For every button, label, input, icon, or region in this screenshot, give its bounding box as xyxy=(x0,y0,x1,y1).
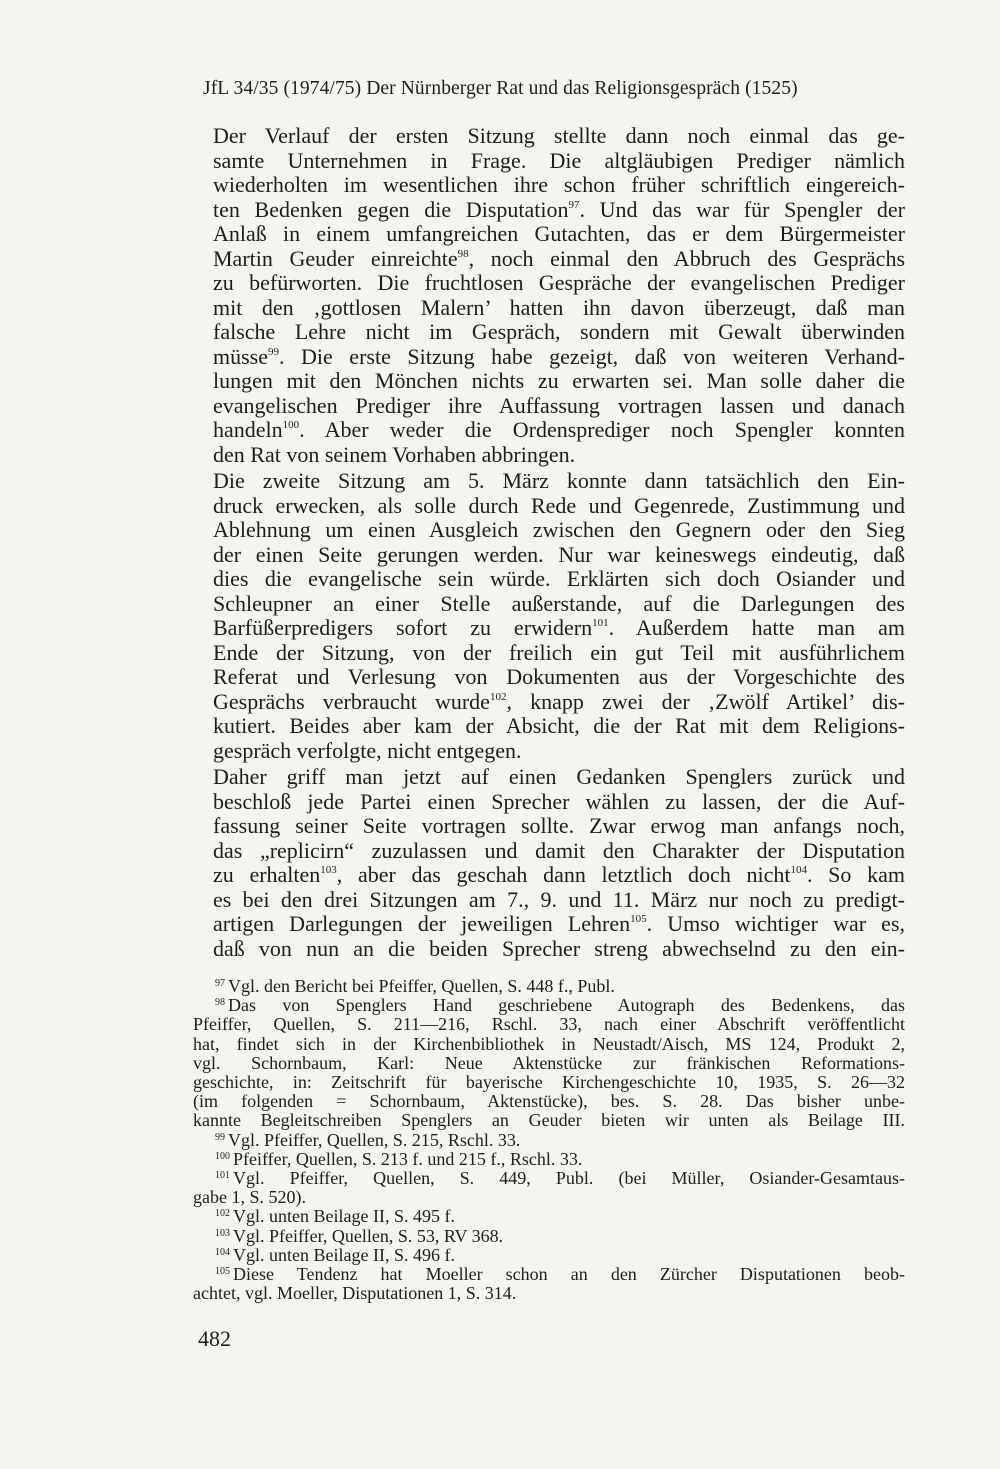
text-line: müsse$^{99}$. Die erste Sitzung habe gezeigt, daß von weiteren Verhand- xyxy=(213,343,905,369)
footnote-number: 100 xyxy=(215,1150,230,1162)
footnote-ref[interactable]: 98 xyxy=(457,247,469,260)
footnote-line: gabe 1, S. 520). xyxy=(193,1187,306,1208)
footnote-line: hat, findet sich in der Kirchenbibliothek in Neustadt/Aisch, MS 124, Produkt 2, xyxy=(193,1033,905,1054)
text-line: mit den ‚gottlosen Malern’ hatten ihn davon überzeugt, daß man xyxy=(213,294,905,320)
text-line: artigen Darlegungen der jeweiligen Lehren$^{105}$. Umso wichtiger war es, xyxy=(213,911,906,936)
footnote-line: $^{105}$ Diese Tendenz hat Moeller schon an den Zürcher Disputationen beob- xyxy=(215,1264,905,1285)
footnote-number: 105 xyxy=(215,1266,230,1278)
footnote-line: $^{99}$ Vgl. Pfeiffer, Quellen, S. 215, Rschl. 33. xyxy=(215,1129,521,1150)
text-line: es bei den drei Sitzungen am 7., 9. und 11. März nur noch zu predigt- xyxy=(213,886,905,912)
text-line: das „replicirn“ zuzulassen und damit den Charakter der Disputation xyxy=(213,837,905,863)
footnote xyxy=(193,1207,905,1226)
text-line: Daher griff man jetzt auf einen Gedanken Spenglers zurück und xyxy=(213,764,905,789)
text-line: Martin Geuder einreichte$^{98}$, noch einmal den Abbruch des Gesprächs xyxy=(213,245,905,271)
paragraph-3 xyxy=(193,765,905,961)
text-line: Barfüßerpredigers sofort zu erwidern$^{101}$. Außerdem hatte man am xyxy=(213,615,905,640)
footnote xyxy=(193,1246,905,1265)
footnote-number: 99 xyxy=(215,1131,225,1143)
footnote-ref[interactable]: 99 xyxy=(268,345,279,358)
footnote-line: $^{100}$ Pfeiffer, Quellen, S. 213 f. und 215 f., Rschl. 33. xyxy=(215,1148,583,1169)
footnote-line: Pfeiffer, Quellen, S. 211—216, Rschl. 33, nach einer Abschrift veröffentlicht xyxy=(193,1014,905,1035)
paragraph-1 xyxy=(193,124,905,467)
text-line: Ablehnung um einen Ausgleich zwischen den Gegnern oder den Sieg xyxy=(213,517,905,542)
footnote xyxy=(193,1265,905,1303)
text-line: druck erwecken, als solle durch Rede und Gegenrede, Zustimmung und xyxy=(213,492,905,518)
text-line: handeln$^{100}$. Aber weder die Ordensprediger noch Spengler konnten xyxy=(213,417,905,442)
text-line: zu befürworten. Die fruchtlosen Gespräche der evangelischen Prediger xyxy=(213,270,905,295)
footnote-line: $^{103}$ Vgl. Pfeiffer, Quellen, S. 53, RV 368. xyxy=(215,1225,504,1246)
footnote xyxy=(193,996,905,1130)
footnote xyxy=(193,977,905,996)
text-line: samte Unternehmen in Frage. Die altgläubigen Prediger nämlich xyxy=(213,147,905,173)
text-line: fassung seiner Seite vortragen sollte. Zwar erwog man anfangs noch, xyxy=(213,813,905,838)
text-line: falsche Lehre nicht im Gespräch, sondern mit Gewalt überwinden xyxy=(213,319,905,344)
text-line: ten Bedenken gegen die Disputation$^{97}$. Und das war für Spengler der xyxy=(213,196,906,222)
page-number: 482 xyxy=(198,1326,231,1351)
footnote-ref[interactable]: 105 xyxy=(630,913,647,925)
text-line: gespräch verfolgte, nicht entgegen. xyxy=(213,737,522,763)
running-header: JfL 34/35 (1974/75) Der Nürnberger Rat und das Religionsgespräch (1525) xyxy=(203,78,798,99)
footnote-line: $^{102}$ Vgl. unten Beilage II, S. 495 f. xyxy=(215,1206,455,1227)
footnote-ref[interactable]: 100 xyxy=(282,419,300,431)
footnote-number: 97 xyxy=(215,978,225,989)
footnote xyxy=(193,1131,905,1150)
footnote-ref[interactable]: 103 xyxy=(320,864,337,876)
text-line: den Rat von seinem Vorhaben abbringen. xyxy=(213,441,576,467)
footnote-ref[interactable]: 97 xyxy=(568,198,580,211)
footnote xyxy=(193,1150,905,1169)
text-line: der einen Seite gerungen werden. Nur war keineswegs eindeutig, daß xyxy=(213,541,905,567)
footnote-number: 102 xyxy=(215,1208,230,1220)
text-line: dies die evangelische sein würde. Erklärten sich doch Osiander und xyxy=(213,566,905,591)
footnote-ref[interactable]: 104 xyxy=(790,864,807,876)
footnote-line: $^{101}$ Vgl. Pfeiffer, Quellen, S. 449, Publ. (bei Müller, Osiander-Gesamtaus- xyxy=(215,1168,905,1189)
footnote-line: kannte Begleitschreiben Spenglers an Geuder bieten wir unten als Beilage III. xyxy=(193,1110,905,1131)
footnote-number: 103 xyxy=(215,1227,230,1239)
text-line: Die zweite Sitzung am 5. März konnte dann tatsächlich den Ein- xyxy=(213,468,905,493)
main-text xyxy=(193,124,905,963)
text-line: Schleupner an einer Stelle außerstande, auf die Darlegungen des xyxy=(213,590,905,616)
text-line: Referat und Verlesung von Dokumenten aus der Vorgeschichte des xyxy=(213,664,905,689)
paragraph-2 xyxy=(193,469,905,763)
text-line: wiederholten im wesentlichen ihre schon früher schriftlich eingereich- xyxy=(213,172,905,197)
footnote-ref[interactable]: 102 xyxy=(489,690,507,703)
text-line: Der Verlauf der ersten Sitzung stellte dann noch einmal das ge- xyxy=(213,123,905,148)
text-line: kutiert. Beides aber kam der Absicht, die der Rat mit dem Religions- xyxy=(213,713,905,738)
text-line: lungen mit den Mönchen nichts zu erwarten sei. Man solle daher die xyxy=(213,368,905,393)
footnote-number: 101 xyxy=(215,1170,230,1182)
footnote-line: vgl. Schornbaum, Karl: Neue Aktenstücke zur fränkischen Reformations- xyxy=(193,1052,905,1073)
footnote-line: $^{104}$ Vgl. unten Beilage II, S. 496 f. xyxy=(215,1244,455,1265)
text-line: Ende der Sitzung, von der freilich ein gut Teil mit ausführlichem xyxy=(213,639,905,665)
footnote-number: 98 xyxy=(215,997,225,1009)
text-line: Gesprächs verbraucht wurde$^{102}$, knapp zwei der ‚Zwölf Artikel’ dis- xyxy=(213,688,905,714)
text-line: Anlaß in einem umfangreichen Gutachten, das er dem Bürgermeister xyxy=(213,221,905,246)
footnote-line: achtet, vgl. Moeller, Disputationen 1, S. 314. xyxy=(193,1283,517,1304)
footnote xyxy=(193,1169,905,1207)
footnote-line: $^{97}$ Vgl. den Bericht bei Pfeiffer, Quellen, S. 448 f., Publ. xyxy=(215,976,615,996)
footnote-ref[interactable]: 101 xyxy=(592,617,609,629)
footnotes xyxy=(193,977,905,1303)
footnote-line: geschichte, in: Zeitschrift für bayerische Kirchengeschichte 10, 1935, S. 26—32 xyxy=(193,1072,905,1093)
text-line: daß von nun an die beiden Sprecher streng abwechselnd zu den ein- xyxy=(213,935,905,961)
footnote xyxy=(193,1227,905,1246)
text-line: zu erhalten$^{103}$, aber das geschah dann letztlich doch nicht$^{104}$. So kam xyxy=(213,862,905,887)
footnote-line: (im folgenden = Schornbaum, Aktenstücke), bes. S. 28. Das bisher unbe- xyxy=(193,1091,905,1112)
footnote-number: 104 xyxy=(215,1246,230,1258)
text-line: evangelischen Prediger ihre Auffassung vortragen lassen und danach xyxy=(213,392,905,418)
text-line: beschloß jede Partei einen Sprecher wählen zu lassen, der die Auf- xyxy=(213,788,905,814)
footnote-line: $^{98}$ Das von Spenglers Hand geschriebene Autograph des Bedenkens, das xyxy=(215,995,905,1016)
